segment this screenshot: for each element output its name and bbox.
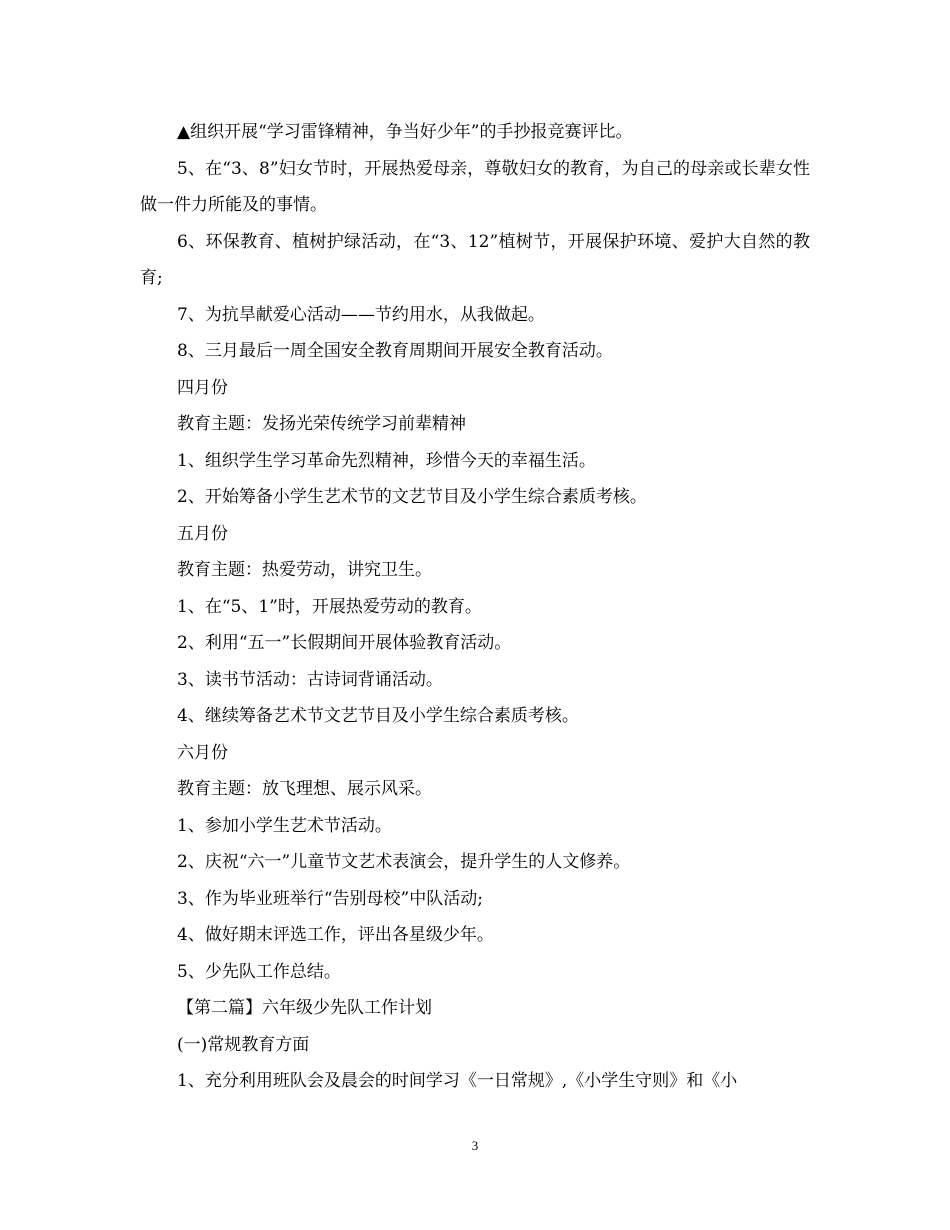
section-heading-april: 四月份 [177, 377, 228, 398]
paragraph-may-4: 4、继续筹备艺术节文艺节目及小学生综合素质考核。 [177, 706, 579, 726]
paragraph-1: ▲组织开展“学习雷锋精神，争当好少年”的手抄报竞赛评比。 [177, 122, 633, 142]
education-theme-june: 教育主题：放飞理想、展示风采。 [177, 779, 432, 799]
paragraph-routine-1: 1、充分利用班队会及晨会的时间学习《一日常规》,《小学生守则》和《小 [177, 1071, 738, 1091]
paragraph-2: 5、在“3、8”妇女节时，开展热爱母亲，尊敬妇女的教育，为自己的母亲或长辈女性做一件力所能及的事情。 [140, 158, 810, 215]
paragraph-3: 6、环保教育、植树护绿活动，在“3、12”植树节，开展保护环境、爱护大自然的教育; [140, 231, 810, 288]
paragraph-may-1: 1、在“5、1”时，开展热爱劳动的教育。 [177, 596, 482, 617]
paragraph-june-2: 2、庆祝“六一”儿童节文艺术表演会，提升学生的人文修养。 [177, 852, 631, 872]
paragraph-april-2: 2、开始筹备小学生艺术节的文艺节目及小学生综合素质考核。 [177, 487, 647, 507]
paragraph-may-2: 2、利用“五一”长假期间开展体验教育活动。 [177, 633, 512, 653]
section-heading-may: 五月份 [177, 523, 228, 544]
paragraph-june-3: 3、作为毕业班举行“告别母校”中队活动; [177, 888, 483, 909]
paragraph-april-1: 1、组织学生学习革命先烈精神，珍惜今天的幸福生活。 [177, 450, 596, 471]
paragraph-4: 7、为抗旱献爱心活动——节约用水，从我做起。 [177, 304, 545, 325]
document-body [140, 114, 810, 1100]
subsection-heading-routine-education: (一)常规教育方面 [177, 1034, 310, 1055]
section-heading-june: 六月份 [177, 742, 228, 763]
paragraph-june-5: 5、少先队工作总结。 [177, 961, 341, 982]
paragraph-5: 8、三月最后一周全国安全教育周期间开展安全教育活动。 [177, 341, 613, 361]
second-article-title: 【第二篇】六年级少先队工作计划 [177, 998, 432, 1018]
education-theme-april: 教育主题：发扬光荣传统学习前辈精神 [177, 414, 466, 434]
education-theme-may: 教育主题：热爱劳动，讲究卫生。 [177, 560, 432, 580]
page-number: 3 [471, 1138, 479, 1153]
paragraph-june-1: 1、参加小学生艺术节活动。 [177, 815, 392, 836]
paragraph-may-3: 3、读书节活动：古诗词背诵活动。 [177, 669, 443, 690]
paragraph-june-4: 4、做好期末评选工作，评出各星级少年。 [177, 925, 494, 945]
